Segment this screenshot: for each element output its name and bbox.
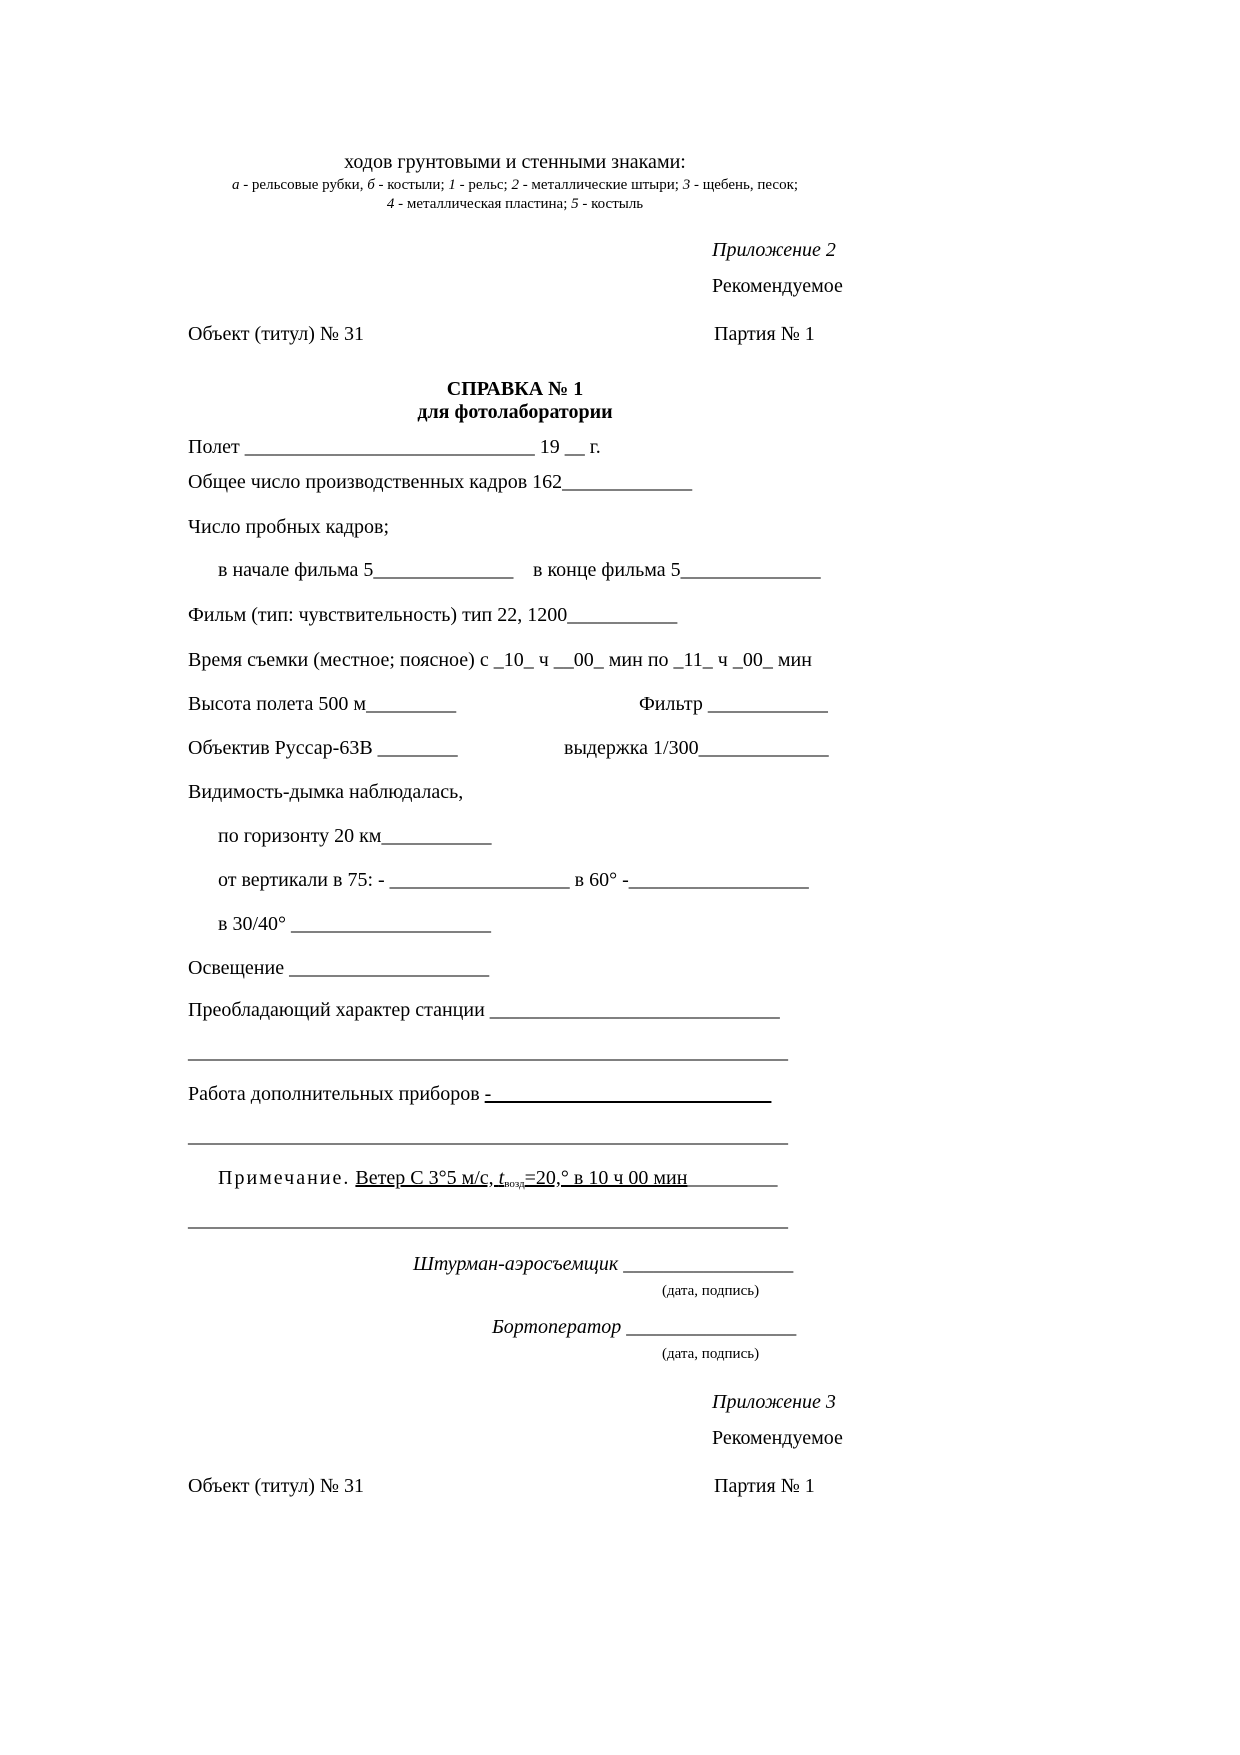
figure-caption-legend-1 — [130, 176, 900, 194]
note-label: Примечание. — [218, 1167, 351, 1189]
angle-visibility-field: в 30/40° ____________________ — [218, 913, 491, 935]
lens-field: Объектив Руссар-63В ________ — [188, 737, 458, 759]
altitude-field: Высота полета 500 м_________ — [188, 693, 457, 715]
form-subheading: для фотолаборатории — [417, 401, 613, 423]
caption-run: а — [231, 177, 240, 193]
visibility-label: Видимость-дымка наблюдалась, — [188, 781, 464, 803]
shooting-time-field: Время съемки (местное; поясное) с _10_ ч __00_ мин по _11_ ч _00_ мин — [188, 649, 812, 671]
party-number-2: Партия № 1 — [714, 1475, 815, 1497]
operator-signature — [492, 1315, 796, 1339]
note-field — [218, 1166, 777, 1190]
total-frames-field: Общее число производственных кадров 162_____________ — [188, 471, 693, 493]
appendix-3-status: Рекомендуемое — [712, 1427, 843, 1449]
operator-line: _________________ — [621, 1316, 797, 1338]
figure-caption-title: ходов грунтовыми и стенными знаками: — [344, 151, 686, 173]
exposure-field: выдержка 1/300_____________ — [564, 737, 829, 759]
appendix-2-status: Рекомендуемое — [712, 275, 843, 297]
caption-run: - рельс; — [455, 177, 512, 193]
caption-run: 3 — [682, 177, 691, 193]
caption-run: 5 — [571, 196, 579, 212]
trial-frames-end-field: в конце фильма 5______________ — [533, 559, 821, 581]
flight-field: Полет _____________________________ 19 __ г. — [188, 436, 601, 458]
navigator-date-sign: (дата, подпись) — [662, 1283, 760, 1299]
caption-run: - рельсовые рубки, — [239, 177, 368, 193]
object-title-2: Объект (титул) № 31 — [188, 1475, 364, 1497]
blank-line-3: ____________________________________________________________ — [188, 1209, 788, 1231]
note-wind: Ветер С 3°5 м/с, — [355, 1167, 499, 1189]
navigator-signature — [413, 1252, 793, 1276]
party-number-1: Партия № 1 — [714, 323, 815, 345]
note-temp-symbol: t — [498, 1167, 505, 1189]
note-text — [355, 1167, 687, 1189]
caption-run: - костыли; — [374, 177, 449, 193]
instruments-field — [188, 1082, 771, 1106]
horizon-visibility-field: по горизонту 20 км___________ — [218, 825, 492, 847]
caption-run: - щебень, песок; — [690, 177, 799, 193]
note-tail-line: _________ — [687, 1167, 778, 1189]
caption-run: - металлическая пластина; — [394, 196, 572, 212]
form-heading: СПРАВКА № 1 — [446, 378, 584, 400]
appendix-2-title: Приложение 2 — [712, 239, 836, 261]
caption-run: 4 — [386, 196, 395, 212]
station-character-field: Преобладающий характер станции _____________________________ — [188, 999, 780, 1021]
navigator-line: _________________ — [618, 1253, 794, 1275]
vertical-visibility-field: от вертикали в 75: - __________________ в 60° -__________________ — [218, 869, 809, 891]
caption-run: - металлические штыри; — [518, 177, 683, 193]
navigator-label: Штурман-аэросъемщик — [413, 1253, 619, 1275]
object-title-1: Объект (титул) № 31 — [188, 323, 364, 345]
lighting-field: Освещение ____________________ — [188, 957, 490, 979]
blank-line-2: ____________________________________________________________ — [188, 1125, 788, 1147]
caption-run: 2 — [511, 177, 519, 193]
filter-field: Фильтр ____________ — [639, 693, 828, 715]
operator-date-sign: (дата, подпись) — [662, 1346, 760, 1362]
caption-run: 1 — [448, 177, 456, 193]
note-temp-subscript: возд — [504, 1178, 525, 1190]
instruments-line: -____________________________ — [484, 1083, 772, 1105]
figure-caption-legend-2 — [130, 195, 900, 213]
caption-run: б — [367, 177, 375, 193]
operator-label: Бортоператор — [492, 1316, 622, 1338]
instruments-label: Работа дополнительных приборов — [188, 1083, 485, 1105]
caption-run: - костыль — [578, 196, 644, 212]
blank-line-1: ____________________________________________________________ — [188, 1041, 788, 1063]
note-temp-value: =20,° в 10 ч 00 мин — [524, 1167, 688, 1189]
trial-frames-label: Число пробных кадров; — [188, 516, 390, 538]
trial-frames-start-field: в начале фильма 5______________ — [218, 559, 514, 581]
appendix-3-title: Приложение 3 — [712, 1391, 836, 1413]
film-field: Фильм (тип: чувствительность) тип 22, 1200___________ — [188, 604, 678, 626]
